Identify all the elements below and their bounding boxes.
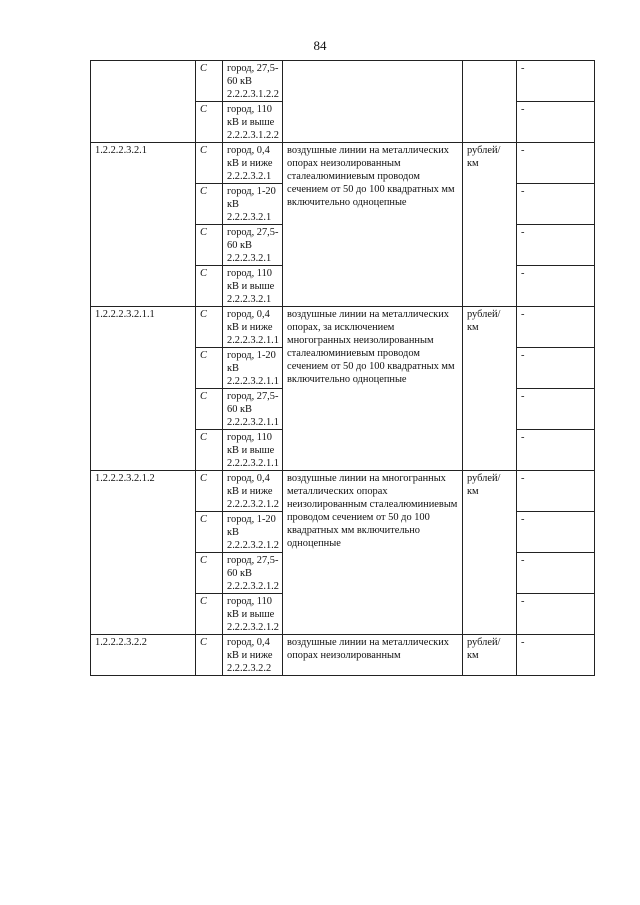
category-cell: C xyxy=(196,348,223,389)
table-row xyxy=(91,61,595,102)
city-voltage-cell: город, 27,5-60 кВ 2.2.2.3.2.1.1 xyxy=(223,389,283,430)
category-cell: C xyxy=(196,471,223,512)
value-cell: - xyxy=(517,348,595,389)
city-voltage-cell: город, 27,5-60 кВ 2.2.2.3.1.2.2 xyxy=(223,61,283,102)
unit-cell: рублей/ км xyxy=(463,471,517,635)
category-cell: C xyxy=(196,184,223,225)
value-cell: - xyxy=(517,143,595,184)
unit-cell: рублей/ км xyxy=(463,143,517,307)
value-cell: - xyxy=(517,553,595,594)
value-cell: - xyxy=(517,266,595,307)
category-cell: C xyxy=(196,553,223,594)
city-voltage-cell: город, 110 кВ и выше 2.2.2.3.2.1 xyxy=(223,266,283,307)
unit-cell xyxy=(463,61,517,143)
city-voltage-cell: город, 1-20 кВ 2.2.2.3.2.1.1 xyxy=(223,348,283,389)
code-cell: 1.2.2.2.3.2.2 xyxy=(91,635,196,676)
code-cell: 1.2.2.2.3.2.1 xyxy=(91,143,196,307)
category-cell: C xyxy=(196,102,223,143)
value-cell: - xyxy=(517,184,595,225)
code-cell xyxy=(91,61,196,143)
city-voltage-cell: город, 0,4 кВ и ниже 2.2.2.3.2.1 xyxy=(223,143,283,184)
value-cell: - xyxy=(517,61,595,102)
table-row xyxy=(91,307,595,348)
value-cell: - xyxy=(517,102,595,143)
code-cell: 1.2.2.2.3.2.1.1 xyxy=(91,307,196,471)
value-cell: - xyxy=(517,512,595,553)
city-voltage-cell: город, 110 кВ и выше 2.2.2.3.2.1.1 xyxy=(223,430,283,471)
value-cell: - xyxy=(517,635,595,676)
city-voltage-cell: город, 0,4 кВ и ниже 2.2.2.3.2.2 xyxy=(223,635,283,676)
description-cell: воздушные линии на металлических опорах неизолированным сталеалюминиевым проводом сечением от 50 до 100 квадратных мм включительно одноцепные xyxy=(283,143,463,307)
description-cell xyxy=(283,61,463,143)
unit-cell: рублей/ км xyxy=(463,307,517,471)
category-cell: C xyxy=(196,635,223,676)
value-cell: - xyxy=(517,594,595,635)
description-cell: воздушные линии на металлических опорах неизолированным xyxy=(283,635,463,676)
description-cell: воздушные линии на металлических опорах, за исключением многогранных неизолированным сталеалюминиевым проводом сечением от 50 до 100 квадратных мм включительно одноцепные xyxy=(283,307,463,471)
page-number: 84 xyxy=(313,38,327,53)
category-cell: C xyxy=(196,512,223,553)
category-cell: C xyxy=(196,266,223,307)
city-voltage-cell: город, 110 кВ и выше 2.2.2.3.1.2.2 xyxy=(223,102,283,143)
city-voltage-cell: город, 27,5-60 кВ 2.2.2.3.2.1 xyxy=(223,225,283,266)
table-row xyxy=(91,471,595,512)
city-voltage-cell: город, 0,4 кВ и ниже 2.2.2.3.2.1.1 xyxy=(223,307,283,348)
category-cell: C xyxy=(196,143,223,184)
city-voltage-cell: город, 27,5-60 кВ 2.2.2.3.2.1.2 xyxy=(223,553,283,594)
city-voltage-cell: город, 110 кВ и выше 2.2.2.3.2.1.2 xyxy=(223,594,283,635)
table-row xyxy=(91,143,595,184)
category-cell: C xyxy=(196,389,223,430)
value-cell: - xyxy=(517,389,595,430)
category-cell: C xyxy=(196,225,223,266)
category-cell: C xyxy=(196,307,223,348)
value-cell: - xyxy=(517,225,595,266)
tariff-table xyxy=(90,60,595,676)
category-cell: C xyxy=(196,594,223,635)
city-voltage-cell: город, 1-20 кВ 2.2.2.3.2.1 xyxy=(223,184,283,225)
category-cell: C xyxy=(196,430,223,471)
description-cell: воздушные линии на многогранных металлических опорах неизолированным сталеалюминиевым проводом сечением от 50 до 100 квадратных мм включительно одноцепные xyxy=(283,471,463,635)
value-cell: - xyxy=(517,307,595,348)
city-voltage-cell: город, 1-20 кВ 2.2.2.3.2.1.2 xyxy=(223,512,283,553)
unit-cell: рублей/ км xyxy=(463,635,517,676)
code-cell: 1.2.2.2.3.2.1.2 xyxy=(91,471,196,635)
table-row xyxy=(91,635,595,676)
city-voltage-cell: город, 0,4 кВ и ниже 2.2.2.3.2.1.2 xyxy=(223,471,283,512)
value-cell: - xyxy=(517,471,595,512)
category-cell: C xyxy=(196,61,223,102)
value-cell: - xyxy=(517,430,595,471)
